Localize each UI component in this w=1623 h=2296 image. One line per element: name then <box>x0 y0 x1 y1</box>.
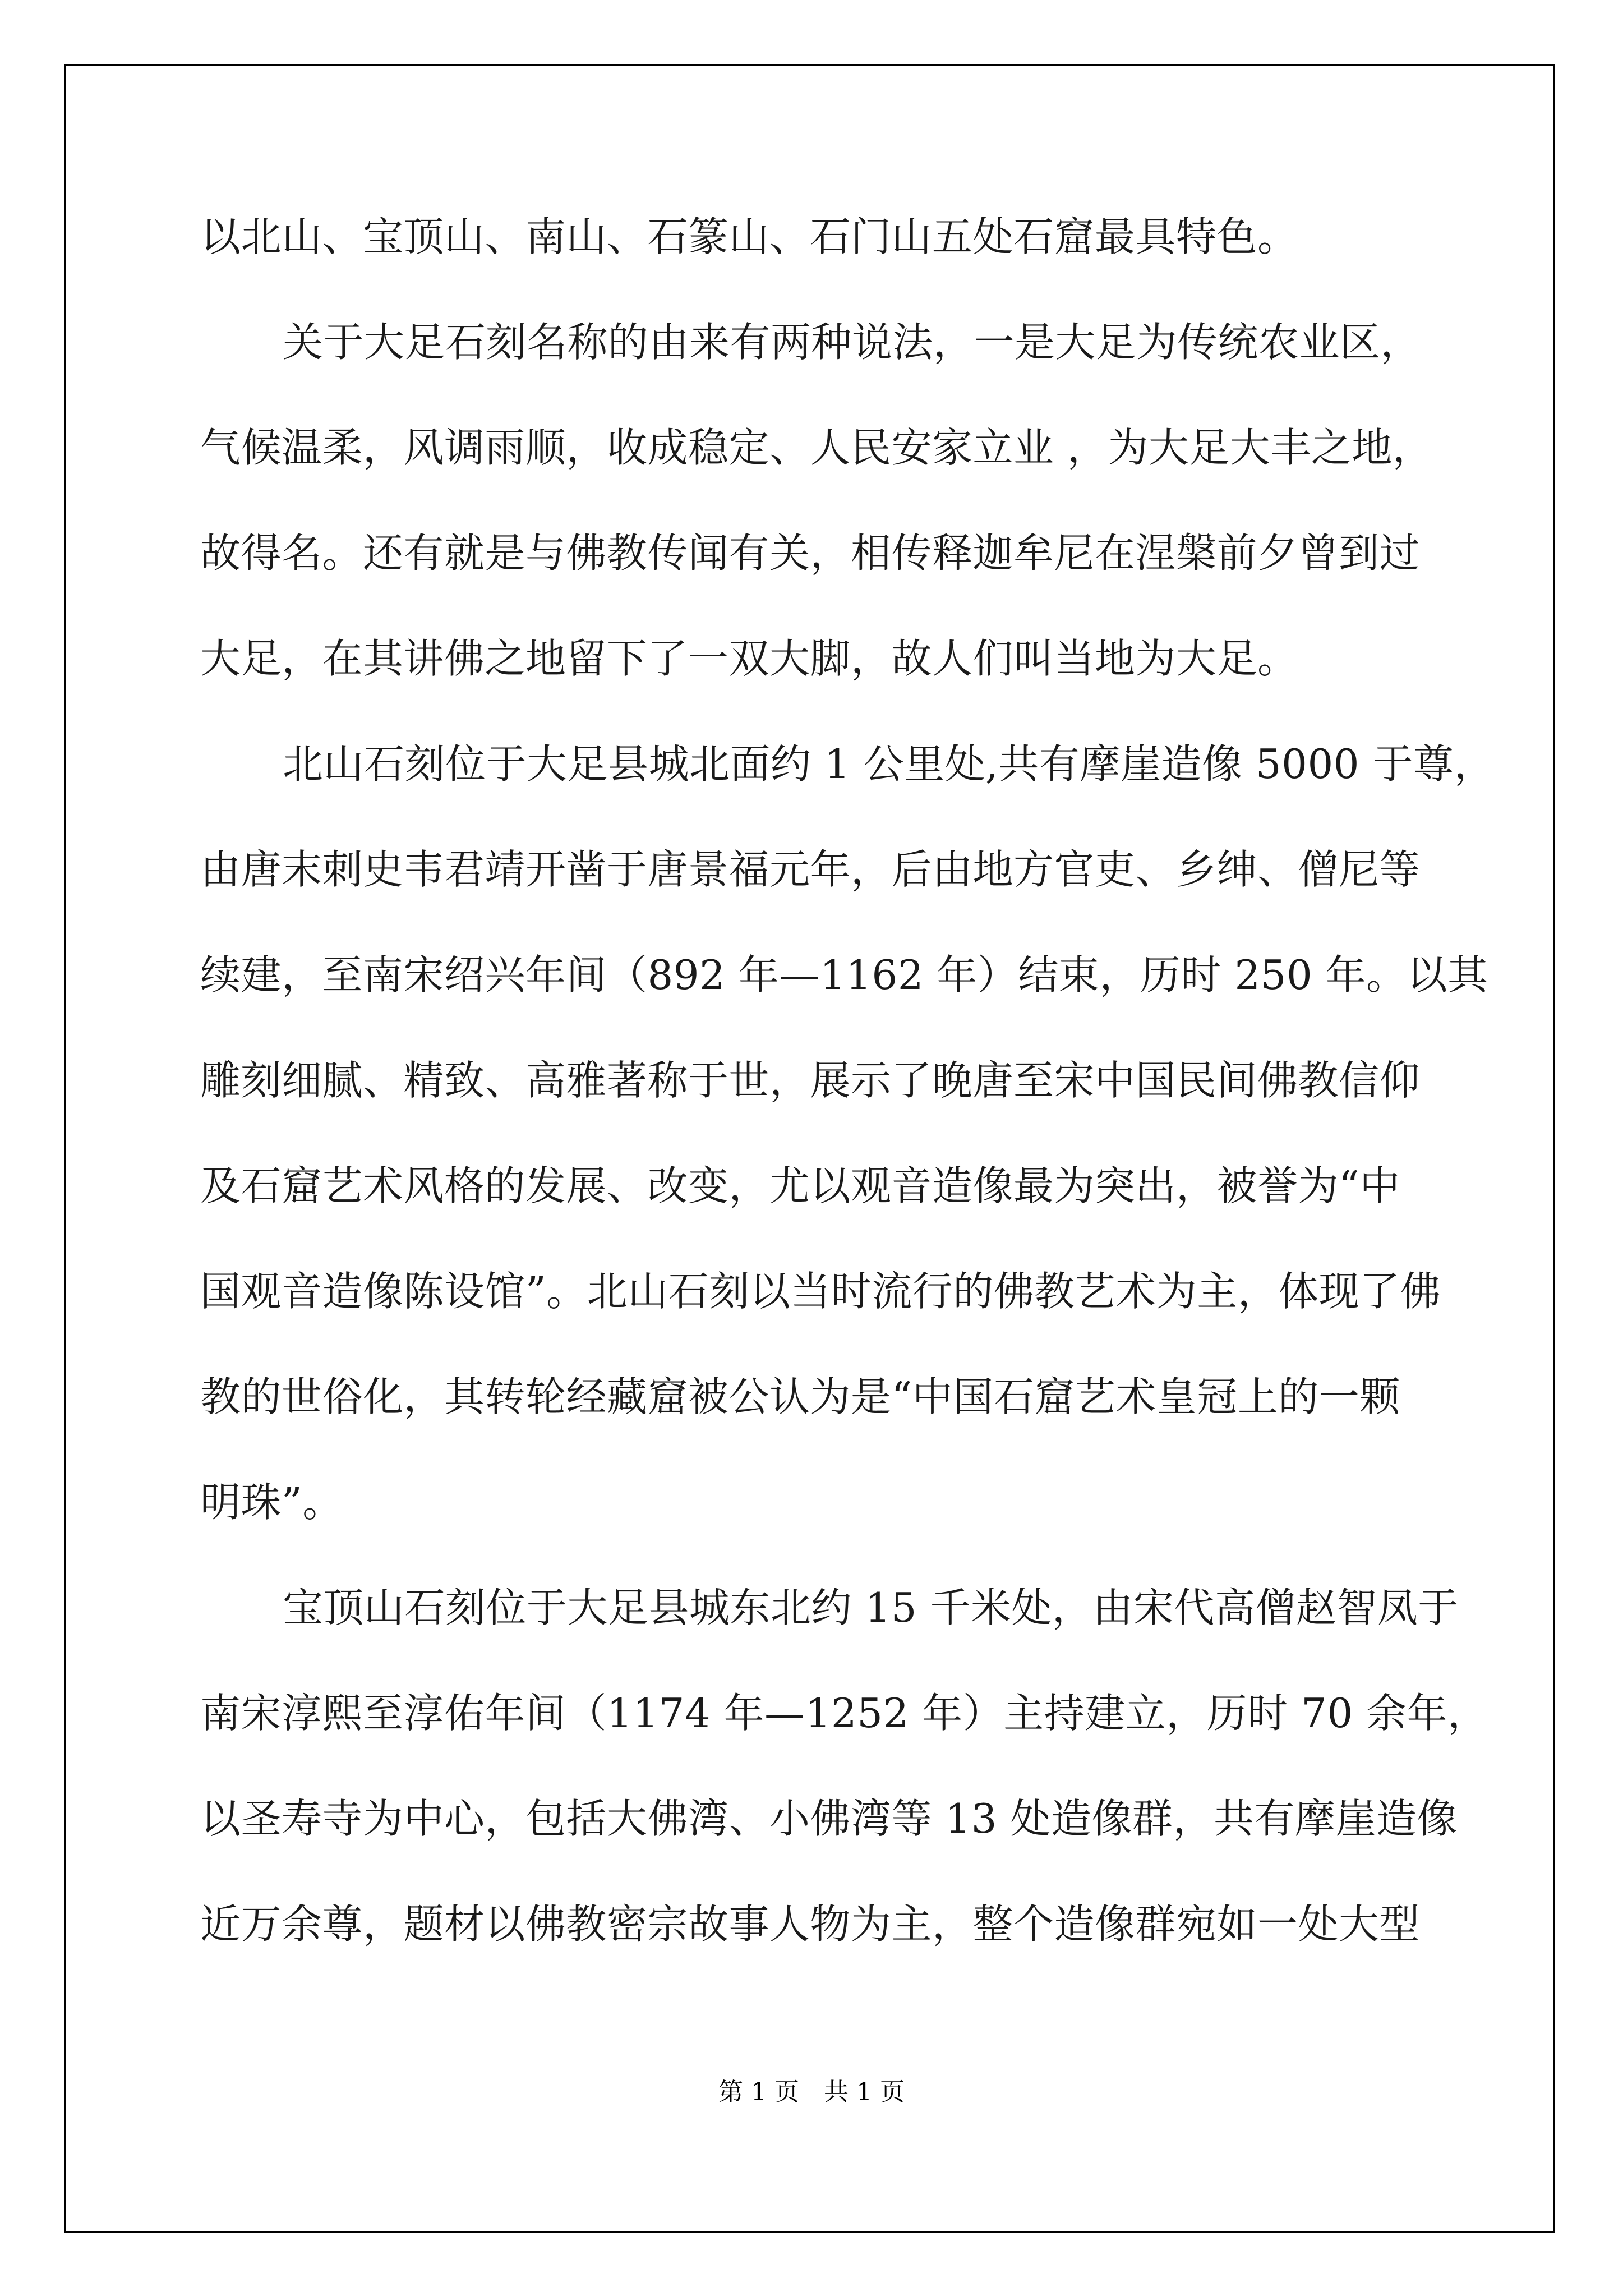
text-line: 气候温柔，风调雨顺，收成稳定、人民安家立业 ，为大足大丰之地， <box>200 424 1433 471</box>
text-line: 近万余尊，题材以佛教密宗故事人物为主，整个造像群宛如一处大型 <box>200 1901 1421 1948</box>
text-line: 宝顶山石刻位于大足县城东北约 15 千米处，由宋代高僧赵智凤于 <box>283 1584 1459 1631</box>
text-line: 北山石刻位于大足县城北面约 1 公里处,共有摩崖造像 5000 于尊， <box>283 740 1495 788</box>
text-line: 由唐末刺史韦君靖开凿于唐景福元年，后由地方官吏、乡绅、僧尼等 <box>200 846 1421 893</box>
text-line: 国观音造像陈设馆”。北山石刻以当时流行的佛教艺术为主，体现了佛 <box>200 1268 1441 1315</box>
text-line: 南宋淳熙至淳佑年间（1174 年—1252 年）主持建立，历时 70 余年， <box>200 1690 1488 1737</box>
page-footer: 第 1 页 共 1 页 <box>718 2078 905 2106</box>
text-line: 教的世俗化，其转轮经藏窟被公认为是“中国石窟艺术皇冠上的一颗 <box>200 1373 1400 1420</box>
text-line: 关于大足石刻名称的由来有两种说法，一是大足为传统农业区， <box>283 319 1422 366</box>
text-line: 故得名。还有就是与佛教传闻有关，相传释迦牟尼在涅槃前夕曾到过 <box>200 530 1421 577</box>
text-line: 以圣寿寺为中心，包括大佛湾、小佛湾等 13 处造像群，共有摩崖造像 <box>200 1795 1458 1842</box>
text-line: 雕刻细腻、精致、高雅著称于世，展示了晚唐至宋中国民间佛教信仰 <box>200 1057 1421 1104</box>
text-line: 以北山、宝顶山、南山、石篆山、石门山五处石窟最具特色。 <box>200 213 1298 260</box>
text-line: 明珠”。 <box>200 1479 343 1526</box>
text-line: 续建，至南宋绍兴年间（892 年—1162 年）结束，历时 250 年。以其 <box>200 951 1488 999</box>
text-line: 大足，在其讲佛之地留下了一双大脚，故人们叫当地为大足。 <box>200 635 1298 682</box>
text-line: 及石窟艺术风格的发展、改变，尤以观音造像最为突出，被誉为“中 <box>200 1162 1400 1209</box>
